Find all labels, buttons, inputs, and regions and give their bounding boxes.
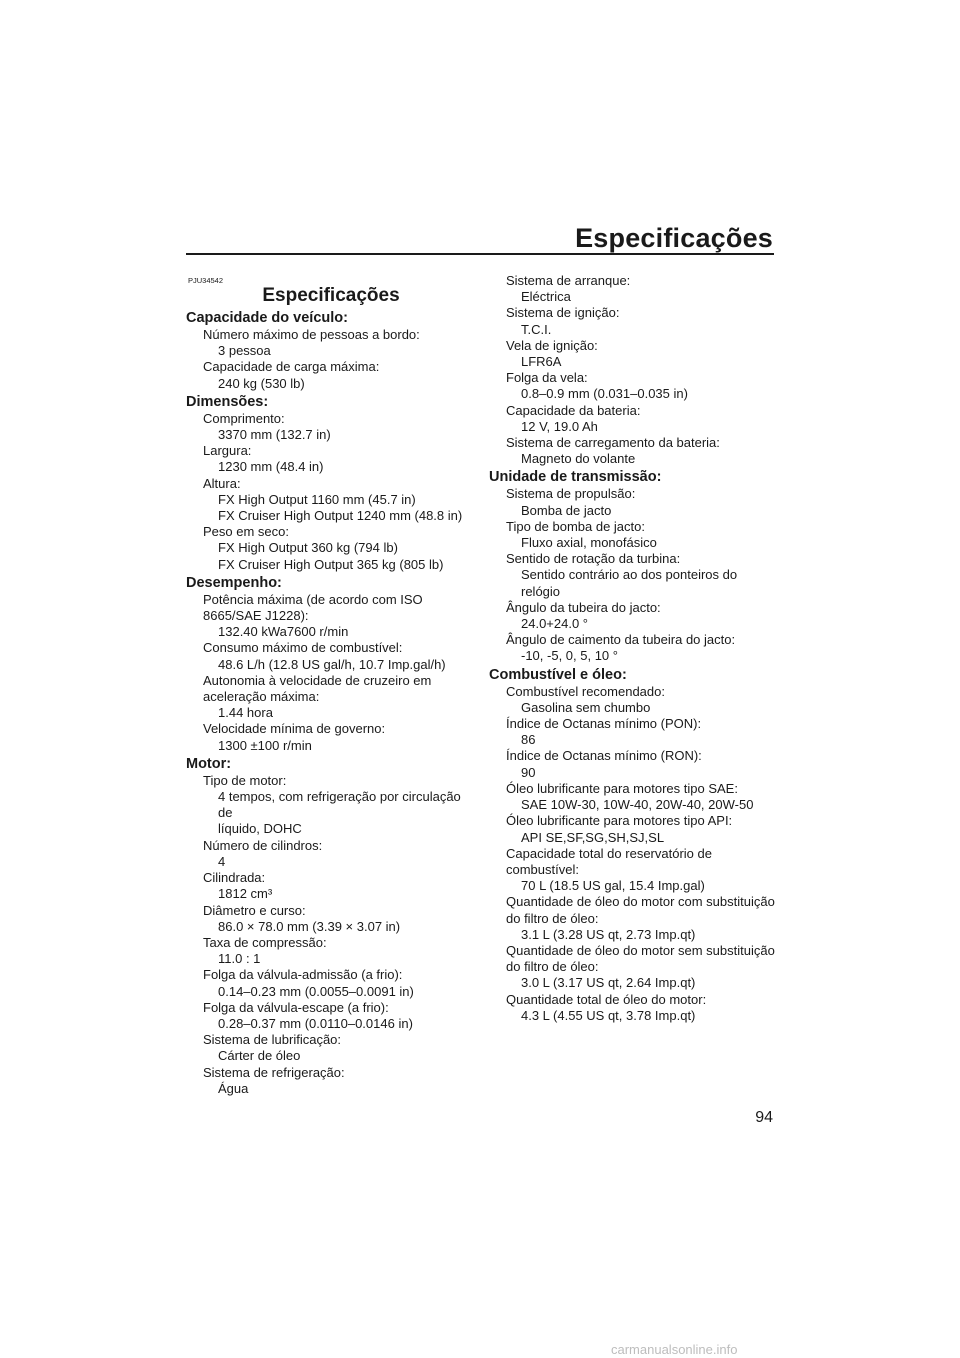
spec-label: Sistema de refrigeração: — [203, 1064, 345, 1080]
spec-value: 90 — [521, 764, 536, 780]
spec-label: Peso em seco: — [203, 524, 289, 540]
document-code: PJU34542 — [188, 276, 224, 285]
spec-label: Folga da vela: — [506, 370, 588, 386]
spec-value: FX High Output 1160 mm (45.7 in) — [218, 491, 416, 507]
spec-value: LFR6A — [521, 354, 562, 370]
spec-label: 8665/SAE J1228): — [203, 608, 309, 624]
spec-value: 132.40 kWa7600 r/min — [218, 624, 349, 640]
spec-label: Largura: — [203, 443, 252, 459]
spec-value: Cárter de óleo — [218, 1048, 301, 1064]
spec-value: 0.14–0.23 mm (0.0055–0.0091 in) — [218, 983, 414, 999]
spec-value: líquido, DOHC — [218, 821, 302, 837]
spec-value: 4.3 L (4.55 US qt, 3.78 Imp.qt) — [521, 1007, 696, 1023]
spec-label: Potência máxima (de acordo com ISO — [203, 591, 423, 607]
spec-value: Eléctrica — [521, 289, 571, 305]
spec-label: combustível: — [506, 861, 579, 877]
section-heading: Dimensões: — [186, 393, 269, 410]
spec-value: SAE 10W-30, 10W-40, 20W-40, 20W-50 — [521, 797, 754, 813]
spec-label: Comprimento: — [203, 410, 285, 426]
spec-label: Índice de Octanas mínimo (PON): — [506, 716, 702, 732]
spec-value: 3.0 L (3.17 US qt, 2.64 Imp.qt) — [521, 975, 696, 991]
page-number: 94 — [755, 1109, 773, 1126]
page-header-title: Especificações — [575, 223, 773, 253]
section-heading: Motor: — [186, 755, 232, 772]
section-heading: Combustível e óleo: — [489, 666, 627, 683]
spec-label: do filtro de óleo: — [506, 910, 599, 926]
spec-label: Sistema de propulsão: — [506, 486, 636, 502]
spec-label: Capacidade da bateria: — [506, 402, 641, 418]
spec-label: Combustível recomendado: — [506, 683, 665, 699]
spec-label: Capacidade total do reservatório de — [506, 845, 712, 861]
spec-label: Quantidade de óleo do motor sem substituição — [506, 942, 775, 958]
spec-value: 3 pessoa — [218, 343, 271, 359]
spec-label: aceleração máxima: — [203, 689, 320, 705]
spec-value: 0.8–0.9 mm (0.031–0.035 in) — [521, 386, 688, 402]
spec-value: Sentido contrário ao dos ponteiros do relógio — [521, 567, 738, 599]
spec-label: Quantidade de óleo do motor com substituição — [506, 894, 775, 910]
spec-value: T.C.I. — [521, 321, 552, 337]
spec-value: 3370 mm (132.7 in) — [218, 427, 331, 443]
spec-label: Tipo de motor: — [203, 772, 287, 788]
spec-value: 1.44 hora — [218, 705, 273, 721]
section-heading: Capacidade do veículo: — [186, 310, 348, 326]
spec-value: 86.0 × 78.0 mm (3.39 × 3.07 in) — [218, 918, 401, 934]
spec-value: 3.1 L (3.28 US qt, 2.73 Imp.qt) — [521, 926, 696, 942]
spec-label: Ângulo de caimento da tubeira do jacto: — [506, 632, 736, 648]
spec-label: Tipo de bomba de jacto: — [506, 518, 645, 534]
spec-label: Folga da válvula-admissão (a frio): — [203, 967, 403, 983]
spec-label: Óleo lubrificante para motores tipo SAE: — [506, 780, 738, 796]
spec-label: Sistema de arranque: — [506, 273, 631, 288]
spec-label: Ângulo da tubeira do jacto: — [506, 599, 661, 615]
spec-value: 48.6 L/h (12.8 US gal/h, 10.7 Imp.gal/h) — [218, 656, 446, 672]
spec-value: API SE,SF,SG,SH,SJ,SL — [521, 829, 665, 845]
spec-label: Vela de ignição: — [506, 337, 598, 353]
right-sections — [489, 273, 779, 1024]
spec-value: FX Cruiser High Output 1240 mm (48.8 in) — [218, 508, 463, 524]
spec-value: 4 — [218, 853, 226, 869]
spec-label: do filtro de óleo: — [506, 959, 599, 975]
spec-value: 240 kg (530 lb) — [218, 375, 305, 391]
spec-label: Taxa de compressão: — [203, 934, 327, 950]
spec-label: Quantidade total de óleo do motor: — [506, 991, 707, 1007]
main-title: Especificações — [262, 285, 400, 306]
spec-label: Cilindrada: — [203, 870, 266, 886]
spec-value: 1812 cm³ — [218, 886, 273, 902]
left-column — [186, 276, 476, 1097]
spec-value: FX High Output 360 kg (794 lb) — [218, 540, 398, 556]
spec-value: Água — [218, 1080, 249, 1096]
section-heading: Unidade de transmissão: — [489, 469, 662, 486]
spec-value: 86 — [521, 732, 536, 748]
right-column — [489, 273, 779, 1024]
spec-value: 11.0 : 1 — [218, 951, 261, 967]
spec-label: Consumo máximo de combustível: — [203, 640, 403, 656]
spec-value: 4 tempos, com refrigeração por circulação de — [218, 789, 461, 821]
spec-label: Autonomia à velocidade de cruzeiro em — [203, 672, 432, 688]
spec-value: 70 L (18.5 US gal, 15.4 Imp.gal) — [521, 878, 705, 894]
section-heading: Desempenho: — [186, 574, 282, 591]
spec-label: Número máximo de pessoas a bordo: — [203, 327, 420, 342]
spec-label: Sentido de rotação da turbina: — [506, 551, 681, 567]
spec-label: Altura: — [203, 475, 241, 491]
spec-value: 0.28–0.37 mm (0.0110–0.0146 in) — [218, 1015, 413, 1031]
spec-label: Sistema de lubrificação: — [203, 1032, 342, 1048]
spec-value: 24.0+24.0 ° — [521, 616, 589, 632]
spec-label: Sistema de carregamento da bateria: — [506, 435, 720, 451]
watermark: carmanualsonline.info — [611, 1342, 738, 1357]
spec-label: Índice de Octanas mínimo (RON): — [506, 748, 702, 764]
spec-value: -10, -5, 0, 5, 10 ° — [521, 648, 618, 664]
spec-value: 12 V, 19.0 Ah — [521, 418, 598, 434]
spec-label: Número de cilindros: — [203, 837, 323, 853]
spec-value: Magneto do volante — [521, 451, 636, 467]
spec-label: Diâmetro e curso: — [203, 902, 306, 918]
spec-value: Fluxo axial, monofásico — [521, 535, 657, 551]
spec-value: Gasolina sem chumbo — [521, 699, 651, 715]
spec-value: Bomba de jacto — [521, 502, 612, 518]
spec-label: Folga da válvula-escape (a frio): — [203, 999, 389, 1015]
spec-label: Velocidade mínima de governo: — [203, 721, 386, 737]
spec-label: Sistema de ignição: — [506, 305, 620, 321]
spec-label: Capacidade de carga máxima: — [203, 359, 380, 375]
spec-value: FX Cruiser High Output 365 kg (805 lb) — [218, 556, 444, 572]
spec-label: Óleo lubrificante para motores tipo API: — [506, 813, 733, 829]
header-divider — [186, 253, 774, 255]
left-sections — [186, 310, 476, 1097]
spec-value: 1230 mm (48.4 in) — [218, 459, 324, 475]
spec-value: 1300 ±100 r/min — [218, 737, 312, 753]
